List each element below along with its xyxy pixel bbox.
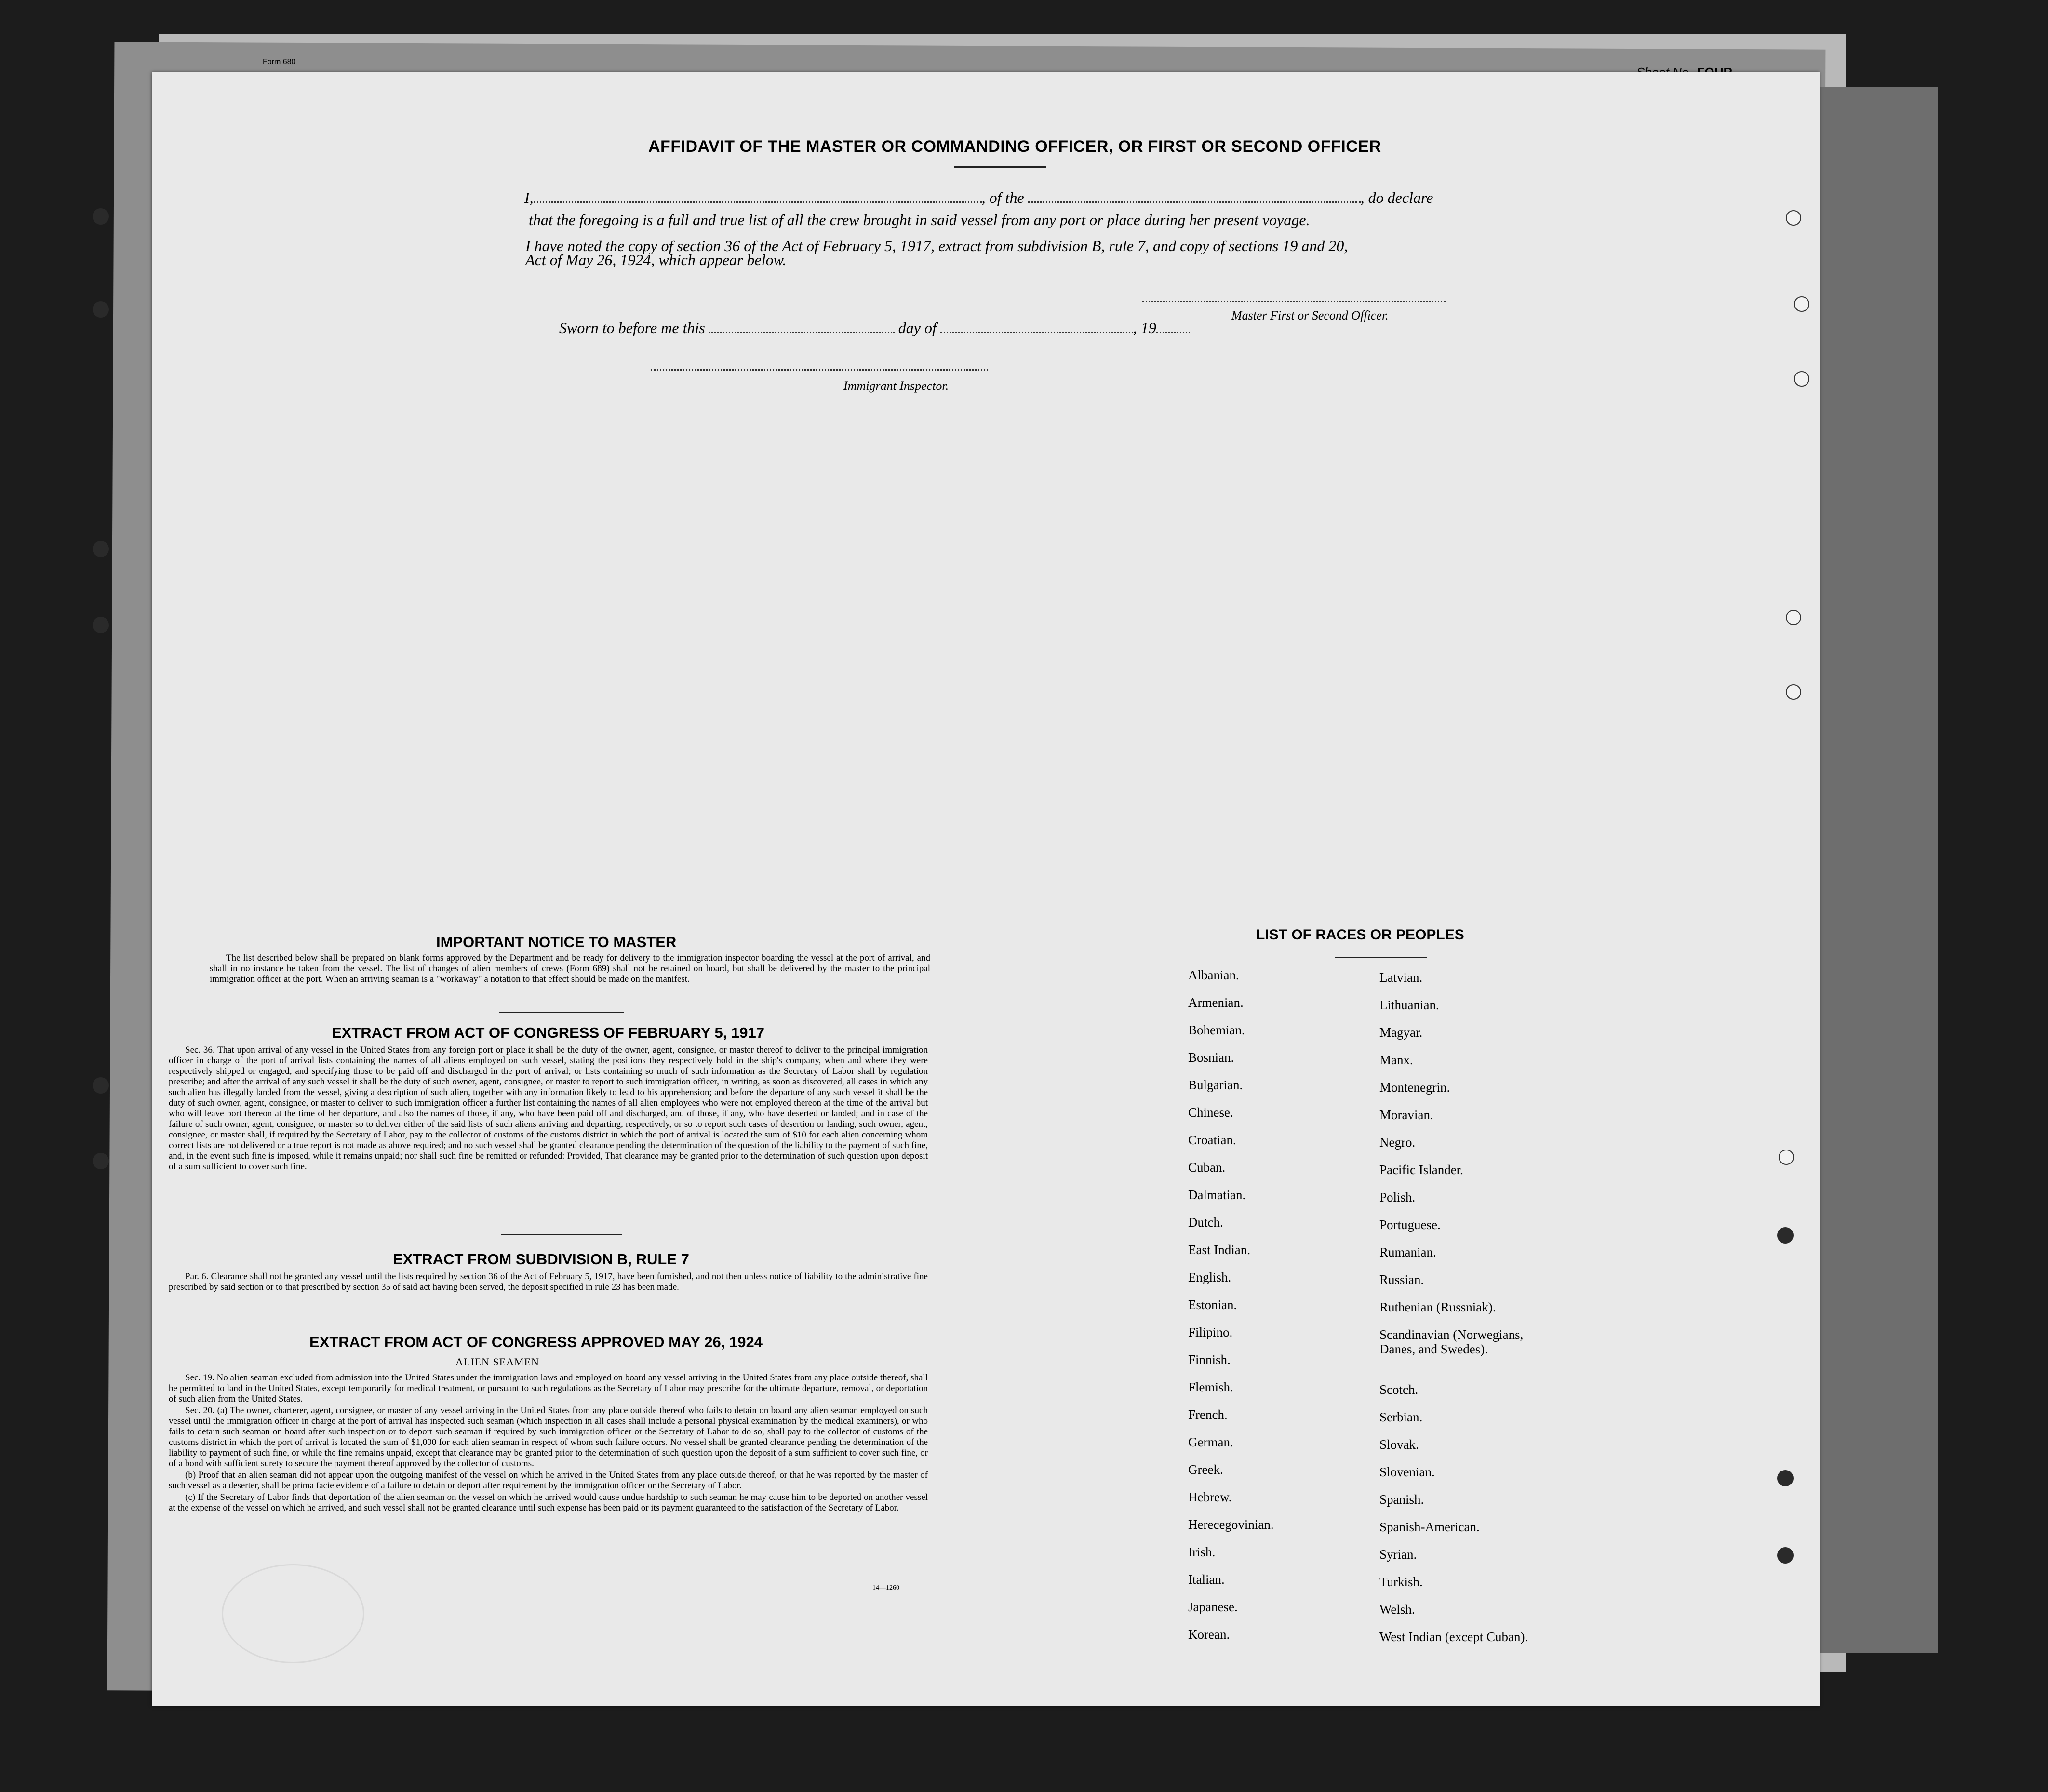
race-item: Spanish-American. [1379,1520,1480,1534]
sworn-line: Sworn to before me this day of , 19 [559,319,1190,337]
race-item: Serbian. [1379,1410,1423,1424]
race-item: Albanian. [1188,968,1239,982]
race-item: Finnish. [1188,1352,1231,1367]
inspector-signature-label: Immigrant Inspector. [843,379,949,393]
print-code: 14—1260 [872,1584,899,1591]
race-item: Slovak. [1379,1437,1419,1452]
race-item: Negro. [1379,1135,1416,1150]
binder-hole [1794,296,1809,312]
race-item: Montenegrin. [1379,1080,1450,1095]
race-item: Bosnian. [1188,1050,1234,1065]
binder-hole [93,617,109,633]
race-item: Irish. [1188,1545,1216,1559]
race-item: Filipino. [1188,1325,1233,1339]
race-item: English. [1188,1270,1231,1284]
extract-1924-body [169,1373,928,1514]
race-item: Greek. [1188,1462,1223,1477]
race-item: Cuban. [1188,1160,1226,1175]
race-item: Herecegovinian. [1188,1517,1274,1532]
race-item: Bulgarian. [1188,1078,1243,1092]
race-item: West Indian (except Cuban). [1379,1630,1528,1644]
sec-20a: Sec. 20. (a) The owner, charterer, agent, consignee, or master of any vessel arriving in the United States from any place outside thereof who fails to detain on board any alien seaman employed on such vessel until the immigration officer in charge at the port of arrival has inspected such seaman (which inspection in all cases shall include a personal physical examination by the medical examiners), or who fails to detain such seaman on board after such inspection or to deport such seaman if required by such immigration officer or the Secretary of Labor to do so, shall pay to the collector of customs of the customs district in which the port of arrival is located the sum of $1,000 for each alien seaman in respect of whom such failure occurs. No vessel shall be granted clearance pending the determination of the liability to payment of such fine, or while the fine remains unpaid, except that clearance may be granted prior to the determination of such question upon the deposit of a sum sufficient to cover such fine, or of a bond with sufficient surety to secure the payment thereof approved by the collector of customs. [169,1405,928,1469]
affidavit-line-3: I have noted the copy of section 36 of the Act of February 5, 1917, extract from subdivision B, rule 7, and copy of sections 19 and 20, [525,237,1348,254]
race-item: Scotch. [1379,1382,1419,1397]
binder-hole [93,541,109,557]
binder-hole [1777,1547,1794,1564]
affidavit-line-4: Act of May 26, 1924, which appear below. [525,251,787,268]
notice-title: IMPORTANT NOTICE TO MASTER [436,934,677,950]
binder-hole [1779,1150,1794,1165]
race-item: Spanish. [1379,1492,1424,1507]
race-item: Dutch. [1188,1215,1223,1230]
sec-20c: (c) If the Secretary of Labor finds that deportation of the alien seaman on the vessel on which he arrived would cause undue hardship to such seaman he may cause him to be deported on another vessel at the expense of the vessel on which he arrived, and such vessel shall not be granted clearance until such expense has been paid or its payment guaranteed to the satisfaction of the Secretary of Labor. [169,1492,928,1513]
race-item: Italian. [1188,1572,1225,1587]
race-item: East Indian. [1188,1243,1250,1257]
binder-hole [1786,610,1801,625]
race-item: Moravian. [1379,1108,1433,1122]
race-item: Croatian. [1188,1133,1236,1147]
race-item: Turkish. [1379,1575,1423,1589]
race-item: German. [1188,1435,1233,1449]
extract-rule7-title: EXTRACT FROM SUBDIVISION B, RULE 7 [393,1251,689,1268]
affidavit-title: AFFIDAVIT OF THE MASTER OR COMMANDING OFFICER, OR FIRST OR SECOND OFFICER [648,137,1381,156]
race-item: Lithuanian. [1379,998,1439,1012]
sec-19: Sec. 19. No alien seaman excluded from admission into the United States under the immigration laws and employed on board any vessel arriving in the United States from any place outside thereof, shall be permitted to land in the United States, except temporarily for medical treatment, or pursuant to such regulations as the Secretary of Labor may prescribe for the ultimate departure, removal, or deportation of such alien from the United States. [169,1373,928,1404]
race-item: Slovenian. [1379,1465,1435,1479]
race-item: Flemish. [1188,1380,1233,1394]
inspector-signature-line [651,357,988,374]
race-item: Chinese. [1188,1105,1233,1120]
signature-line [1142,288,1446,306]
race-item: Ruthenian (Russniak). [1379,1300,1496,1314]
race-item: Scandinavian (Norwegians, Danes, and Swedes). [1379,1327,1524,1356]
sec-20b: (b) Proof that an alien seaman did not appear upon the outgoing manifest of the vessel on which he arrived in the United States from any place outside thereof, or that he was reported by the master of such vessel as a deserter, shall be prima facie evidence of a failure to detain or deport after requirement by the immigration officer or the Secretary of Labor. [169,1470,928,1491]
binder-hole [1794,371,1809,387]
master-signature-label: Master First or Second Officer. [1231,308,1389,322]
race-item: Manx. [1379,1053,1413,1067]
race-item: Welsh. [1379,1602,1415,1617]
race-item: Portuguese. [1379,1217,1441,1232]
binder-hole [1777,1470,1794,1486]
affidavit-line-2: that the foregoing is a full and true list of all the crew brought in said vessel from any port or place during her present voyage. [529,211,1310,228]
race-item: Latvian. [1379,970,1423,985]
divider [1335,957,1427,958]
race-item: Magyar. [1379,1025,1423,1040]
race-item: Russian. [1379,1272,1424,1287]
binder-hole [1777,1227,1794,1244]
race-item: Estonian. [1188,1297,1237,1312]
race-item: Korean. [1188,1627,1230,1642]
races-title: LIST OF RACES OR PEOPLES [1256,927,1464,943]
divider [954,166,1046,168]
divider [499,1012,624,1013]
race-item: Hebrew. [1188,1490,1232,1504]
divider [501,1234,622,1235]
race-item: Syrian. [1379,1547,1417,1562]
binder-hole [93,208,109,225]
affidavit-line-1: I, , of the , do declare [524,189,1433,206]
race-item: Rumanian. [1379,1245,1436,1259]
race-item: Japanese. [1188,1600,1238,1614]
binder-hole [93,301,109,318]
binder-hole [1786,210,1801,226]
race-item: Bohemian. [1188,1023,1245,1037]
races-right-column [1379,970,1528,1657]
race-item: Polish. [1379,1190,1416,1204]
faded-seal [222,1564,364,1663]
binder-hole [93,1077,109,1094]
binder-hole [93,1153,109,1169]
alien-seamen-subtitle: ALIEN SEAMEN [455,1356,539,1368]
race-item: Dalmatian. [1188,1188,1246,1202]
extract-1924-title: EXTRACT FROM ACT OF CONGRESS APPROVED MAY 26, 1924 [309,1334,763,1351]
notice-body: The list described below shall be prepared on blank forms approved by the Department and be ready for delivery to the immigration inspector boarding the vessel at the port of arrival, and shall in no instance be taken from the vessel. The list of changes of alien members of crews (Form 689) shall not be retained on board, but shall be delivered by the master to the principal immigration officer at the port. When an arriving seaman is a "workaway" a notation to that effect should be made on the manifest. [210,953,930,984]
extract-1917-body: Sec. 36. That upon arrival of any vessel in the United States from any foreign port or place it shall be the duty of the owner, agent, consignee, or master thereof to deliver to the principal immigration officer in charge of the port of arrival lists containing the names of all aliens employed on such vessel, stating the positions they respectively hold in the ship's company, when and where they were respectively shipped or engaged, and specifying those to be paid off and discharged in the port of arrival; or lists containing so much of such information as the Secretary of Labor shall by regulation prescribe; and after the arrival of any such vessel it shall be the duty of such owner, agent, consignee, or master to report to such immigration officer, in writing, as soon as discovered, all cases in which any such alien has illegally landed from the vessel, giving a description of such alien, together with any information likely to lead to his apprehension; and before the departure of any such vessel it shall be the duty of such owner, agent, consignee, or master to deliver to such immigration officer a further list containing the names of all alien employees who were not employed thereon at the time of the arrival but who will leave port thereon at the time of her departure, and also the names of those, if any, who have been paid off and discharged, and of those, if any, who have deserted or landed; and in case of the failure of such owner, agent, consignee, or master so to deliver either of the said lists of such aliens arriving and departing, respectively, or so to report such cases of desertion or landing, such owner, agent, consignee, or master shall, if required by the Secretary of Labor, pay to the collector of customs of the customs district in which the port of arrival is located the sum of $10 for each alien concerning whom correct lists are not delivered or a true report is not made as above required; and no such vessel shall be granted clearance pending the determination of the question of the liability to the payment of such fine, and, in the event such fine is imposed, while it remains unpaid; nor shall such fine be remitted or refunded: Provided, That clearance may be granted prior to the determination of such question upon deposit of a sum sufficient to cover such fine. [169,1045,928,1172]
races-left-column [1188,968,1274,1655]
binder-hole [1786,684,1801,700]
form-number: Form 680 [263,58,296,66]
race-item: French. [1188,1407,1228,1422]
race-item: Pacific Islander. [1379,1163,1463,1177]
extract-1917-title: EXTRACT FROM ACT OF CONGRESS OF FEBRUARY 5, 1917 [332,1024,764,1041]
extract-rule7-body: Par. 6. Clearance shall not be granted any vessel until the lists required by section 36 of the Act of February 5, 1917, have been furnished, and not then unless notice of liability to the administrative fine prescribed by said section or to that prescribed by section 35 of said act having been served, the deposit specified in rule 23 has been made. [169,1271,928,1292]
race-item: Armenian. [1188,995,1244,1010]
